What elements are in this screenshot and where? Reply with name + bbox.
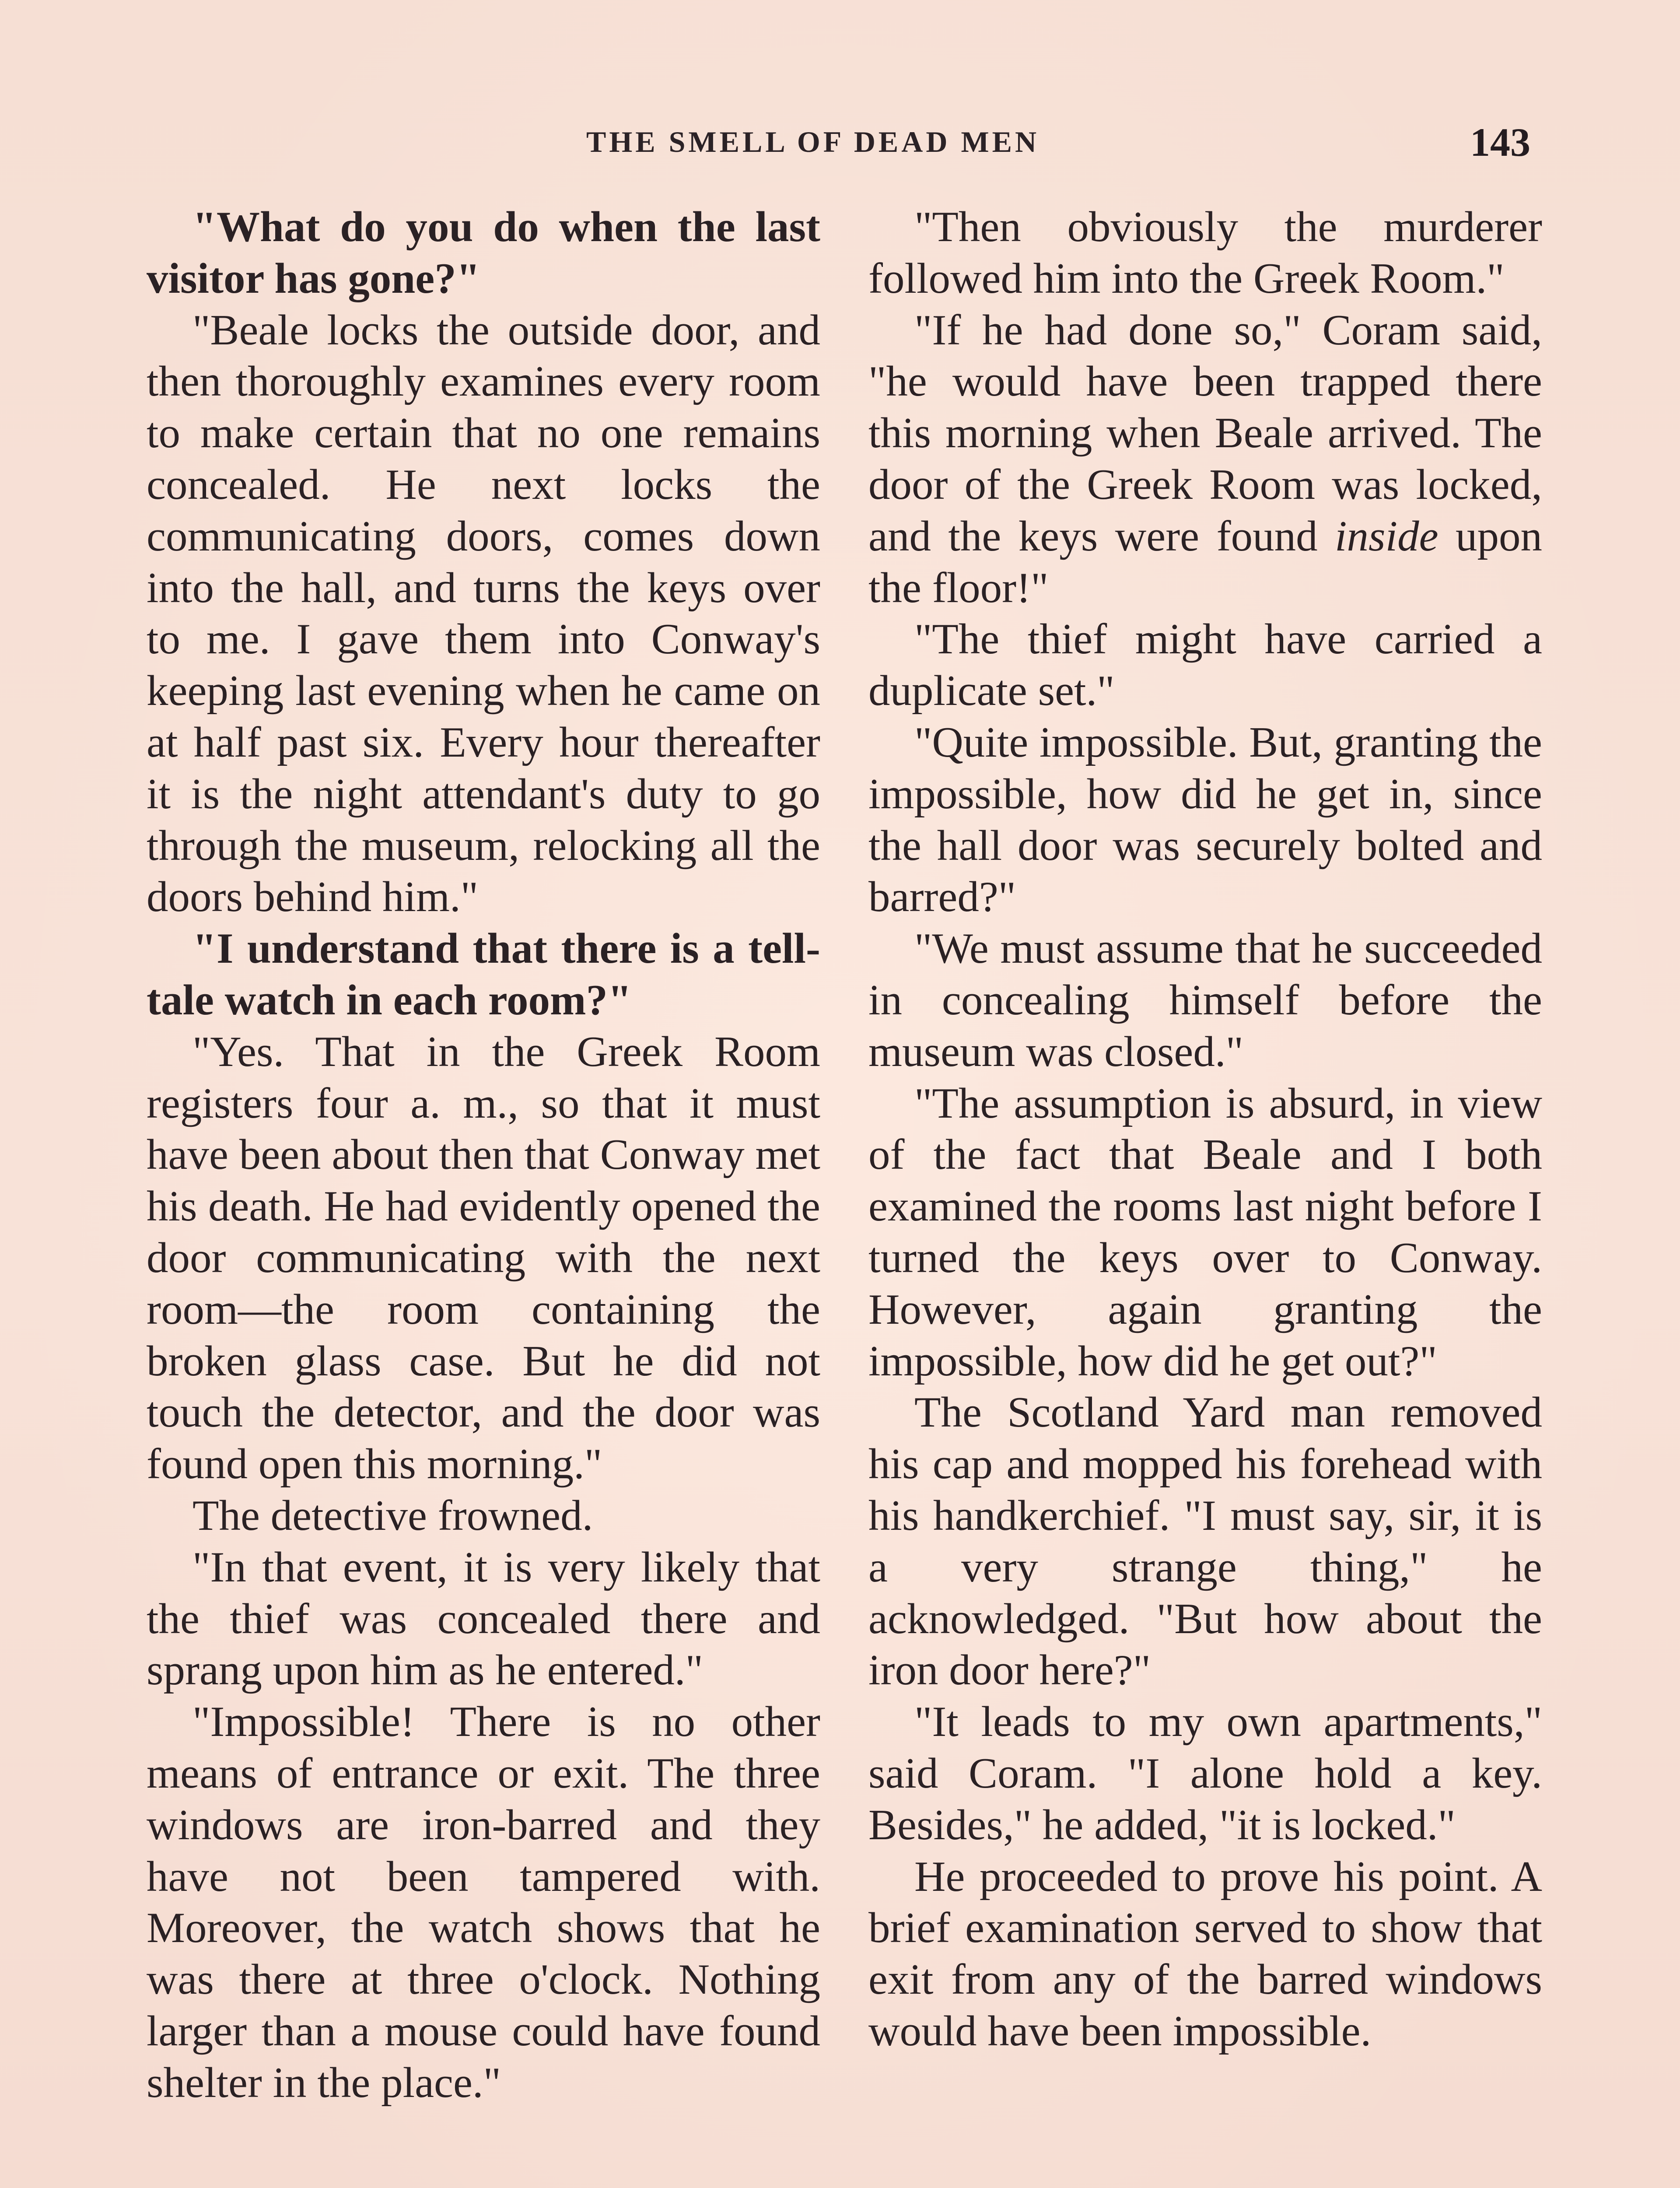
paragraph: "In that event, it is very likely that the thief was concealed there and sprang upon him as he entered.": [147, 1543, 820, 1694]
paragraph: "The thief might have carried a duplicate set.": [868, 615, 1542, 715]
page-number: 143: [1470, 120, 1530, 165]
paragraph-text: upon the floor!": [868, 512, 1543, 612]
paragraph: "I understand that there is a tell-tale watch in each room?": [147, 925, 820, 1024]
emphasized-word: inside: [1335, 512, 1438, 560]
paragraph: "Quite impossible. But, granting the impossible, how did he get in, since the hall door was securely bolted and barred?": [868, 718, 1542, 921]
left-column: [147, 201, 820, 2108]
paragraph: "We must assume that he succeeded in concealing himself before the museum was closed.": [868, 925, 1542, 1076]
right-column: [868, 201, 1542, 2057]
paragraph: "The assumption is absurd, in view of the fact that Beale and I both examined the rooms last night before I turned the keys over to Conway. However, again granting the impossible, how did he get out?": [868, 1079, 1542, 1385]
paragraph-text: "If he had done so," Coram said, "he would have been trapped there this morning when Beale arrived. The door of the Greek Room was locked, and the keys were found: [868, 306, 1542, 560]
paragraph: The Scotland Yard man removed his cap and mopped his forehead with his handkerchief. "I must say, sir, it is a very strange thing," he acknowledged. "But how about the iron door here?": [868, 1389, 1542, 1694]
paragraph: "It leads to my own apartments," said Coram. "I alone hold a key. Besides," he added, "it is locked.": [868, 1698, 1542, 1849]
paragraph: "Yes. That in the Greek Room registers four a. m., so that it must have been about then that Conway met his death. He had evidently opened the door communicating with the next room—the room containing the broken glass case. But he did not touch the detector, and the door was found open this morning.": [147, 1027, 820, 1488]
paragraph: "Then obviously the murderer followed him into the Greek Room.": [868, 203, 1542, 302]
paragraph: The detective frowned.: [192, 1491, 593, 1539]
running-head: THE SMELL OF DEAD MEN: [586, 125, 1040, 158]
paragraph: "Impossible! There is no other means of entrance or exit. The three windows are iron-barred and they have not been tampered with. Moreover, the watch shows that he was there at three o'clock. Nothing larger than a mouse could have found shelter in the place.": [147, 1698, 820, 2107]
paragraph: "Beale locks the outside door, and then thoroughly examines every room to make certain that no one remains concealed. He next locks the communicating doors, comes down into the hall, and turns the keys over to me. I gave them into Conway's keeping last evening when he came on at half past six. Every hour thereafter it is the night attendant's duty to go through the museum, relocking all the doors behind him.": [147, 306, 820, 921]
paragraph: [868, 305, 1542, 614]
paragraph: He proceeded to prove his point. A brief examination served to show that exit from any of the barred windows would have been impossible.: [868, 1852, 1542, 2055]
paragraph: "What do you do when the last visitor has gone?": [147, 203, 820, 302]
